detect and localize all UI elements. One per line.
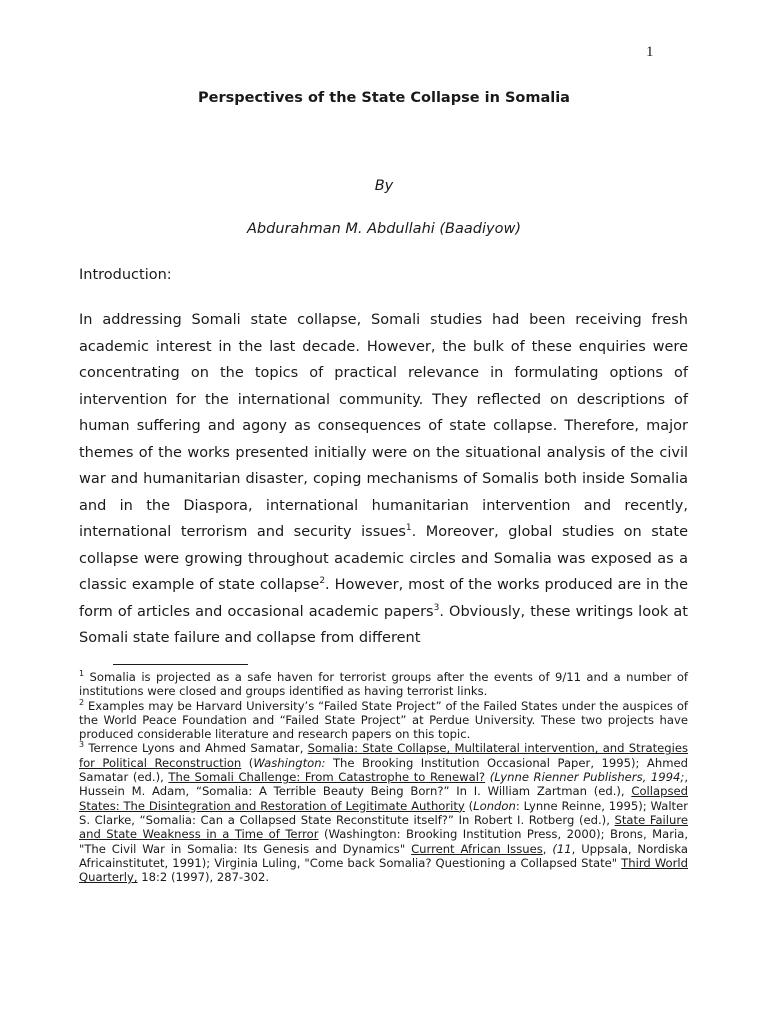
footnote-text: The Brooking Institution Occasional Paper, 1995); Ahmed Samatar (ed.), <box>79 755 688 785</box>
footnote-text: : Lynne Reinne, 1995); Walter S. Clarke, “Somalia: Can a Collapsed State Reconstitute itself?” In Robert I. Rotberg (ed.), <box>79 798 688 827</box>
footnote-reference-3[interactable]: 3 <box>433 602 440 613</box>
footnote-text: Terrence Lyons and Ahmed Samatar, <box>84 741 308 756</box>
footnote-reference-1[interactable]: 1 <box>405 523 412 534</box>
footnote-text: (Washington: Brooking Institution Press, 2000); Brons, Maria, "The Civil War in Somalia: Its Genesis and Dynamics" <box>79 827 689 856</box>
footnote-marker: 3 <box>79 740 85 750</box>
footnote-text: ( <box>464 798 474 813</box>
cited-title: Third World Quarterly, <box>79 855 688 885</box>
cited-title: Somalia: State Collapse, Multilateral intervention, and Strategies for Political Reconstruction <box>79 741 689 770</box>
section-heading: Introduction: <box>79 267 172 283</box>
footnote-text: Somalia is projected as a safe haven for terrorist groups after the events of 9/11 and a number of institutions were closed and groups identified as having terrorist links. <box>79 670 688 699</box>
paragraph-text: In addressing Somali state collapse, Somali studies had been receiving fresh academic interest in the last decade. However, the bulk of these enquiries were concentrating on the topics of practical relevance in formulating options of intervention for the international community. They reflected on descriptions of human suffering and agony as consequences of state collapse. Therefore, major themes of the works presented initially were on the situational analysis of the civil war and humanitarian disaster, coping mechanisms of Somalis both inside Somalia and in the Diaspora, international humanitarian intervention and recently, international terrorism and security issues <box>79 312 688 540</box>
byline: By <box>374 178 394 194</box>
footnote-text: , <box>542 841 553 856</box>
footnote-text: ( <box>241 755 254 770</box>
page-number: 1 <box>646 44 654 60</box>
footnote-italic: (11 <box>552 841 572 856</box>
footnote-italic: (Lynne Rienner Publishers, 1994; <box>489 770 685 785</box>
footnote-italic: Washington: <box>253 755 326 770</box>
cited-title: Collapsed States: The Disintegration and Restoration of Legitimate Authority <box>79 784 688 813</box>
footnote-text: , Hussein M. Adam, “Somalia: A Terrible Beauty Being Born?” In I. William Zartman (ed.), <box>79 770 689 799</box>
footnote-separator <box>113 664 248 665</box>
paragraph-text: . Moreover, global studies on state collapse were growing throughout academic circles and Somalia was exposed as a classic example of state collapse <box>79 524 688 593</box>
document-title: Perspectives of the State Collapse in Somalia <box>198 90 570 106</box>
paragraph-text: . Obviously, these writings look at Somali state failure and collapse from different <box>79 603 688 646</box>
footnote-2 <box>79 699 688 742</box>
footnote-marker: 2 <box>79 697 85 707</box>
cited-title: The Somali Challenge: From Catastrophe to Renewal? <box>168 770 486 785</box>
footnote-reference-2[interactable]: 2 <box>319 576 326 587</box>
footnote-text: Examples may be Harvard University’s “Failed State Project” of the Failed States under the auspices of the World Peace Foundation and “Failed State Project” at Perdue University. These two projects have produced considerable literature and research papers on this topic. <box>79 698 688 742</box>
footnote-italic: London <box>473 798 516 813</box>
footnote-text: , Uppsala, Nordiska Africainstitutet, 1991); Virginia Luling, "Come back Somalia? Questioning a Collapsed State" <box>79 841 688 870</box>
footnote-text: 18:2 (1997), 287-302. <box>137 870 270 885</box>
paragraph-text: . However, most of the works produced are in the form of articles and occasional academic papers <box>79 577 688 620</box>
author-name: Abdurahman M. Abdullahi (Baadiyow) <box>247 221 521 237</box>
footnotes-section <box>79 670 688 884</box>
footnote-marker: 1 <box>79 669 85 679</box>
cited-title: Current African Issues <box>411 841 543 856</box>
footnote-3 <box>79 741 688 884</box>
cited-title: State Failure and State Weakness in a Time of Terror <box>79 812 688 842</box>
footnote-1 <box>79 670 688 699</box>
body-paragraph <box>79 307 688 652</box>
